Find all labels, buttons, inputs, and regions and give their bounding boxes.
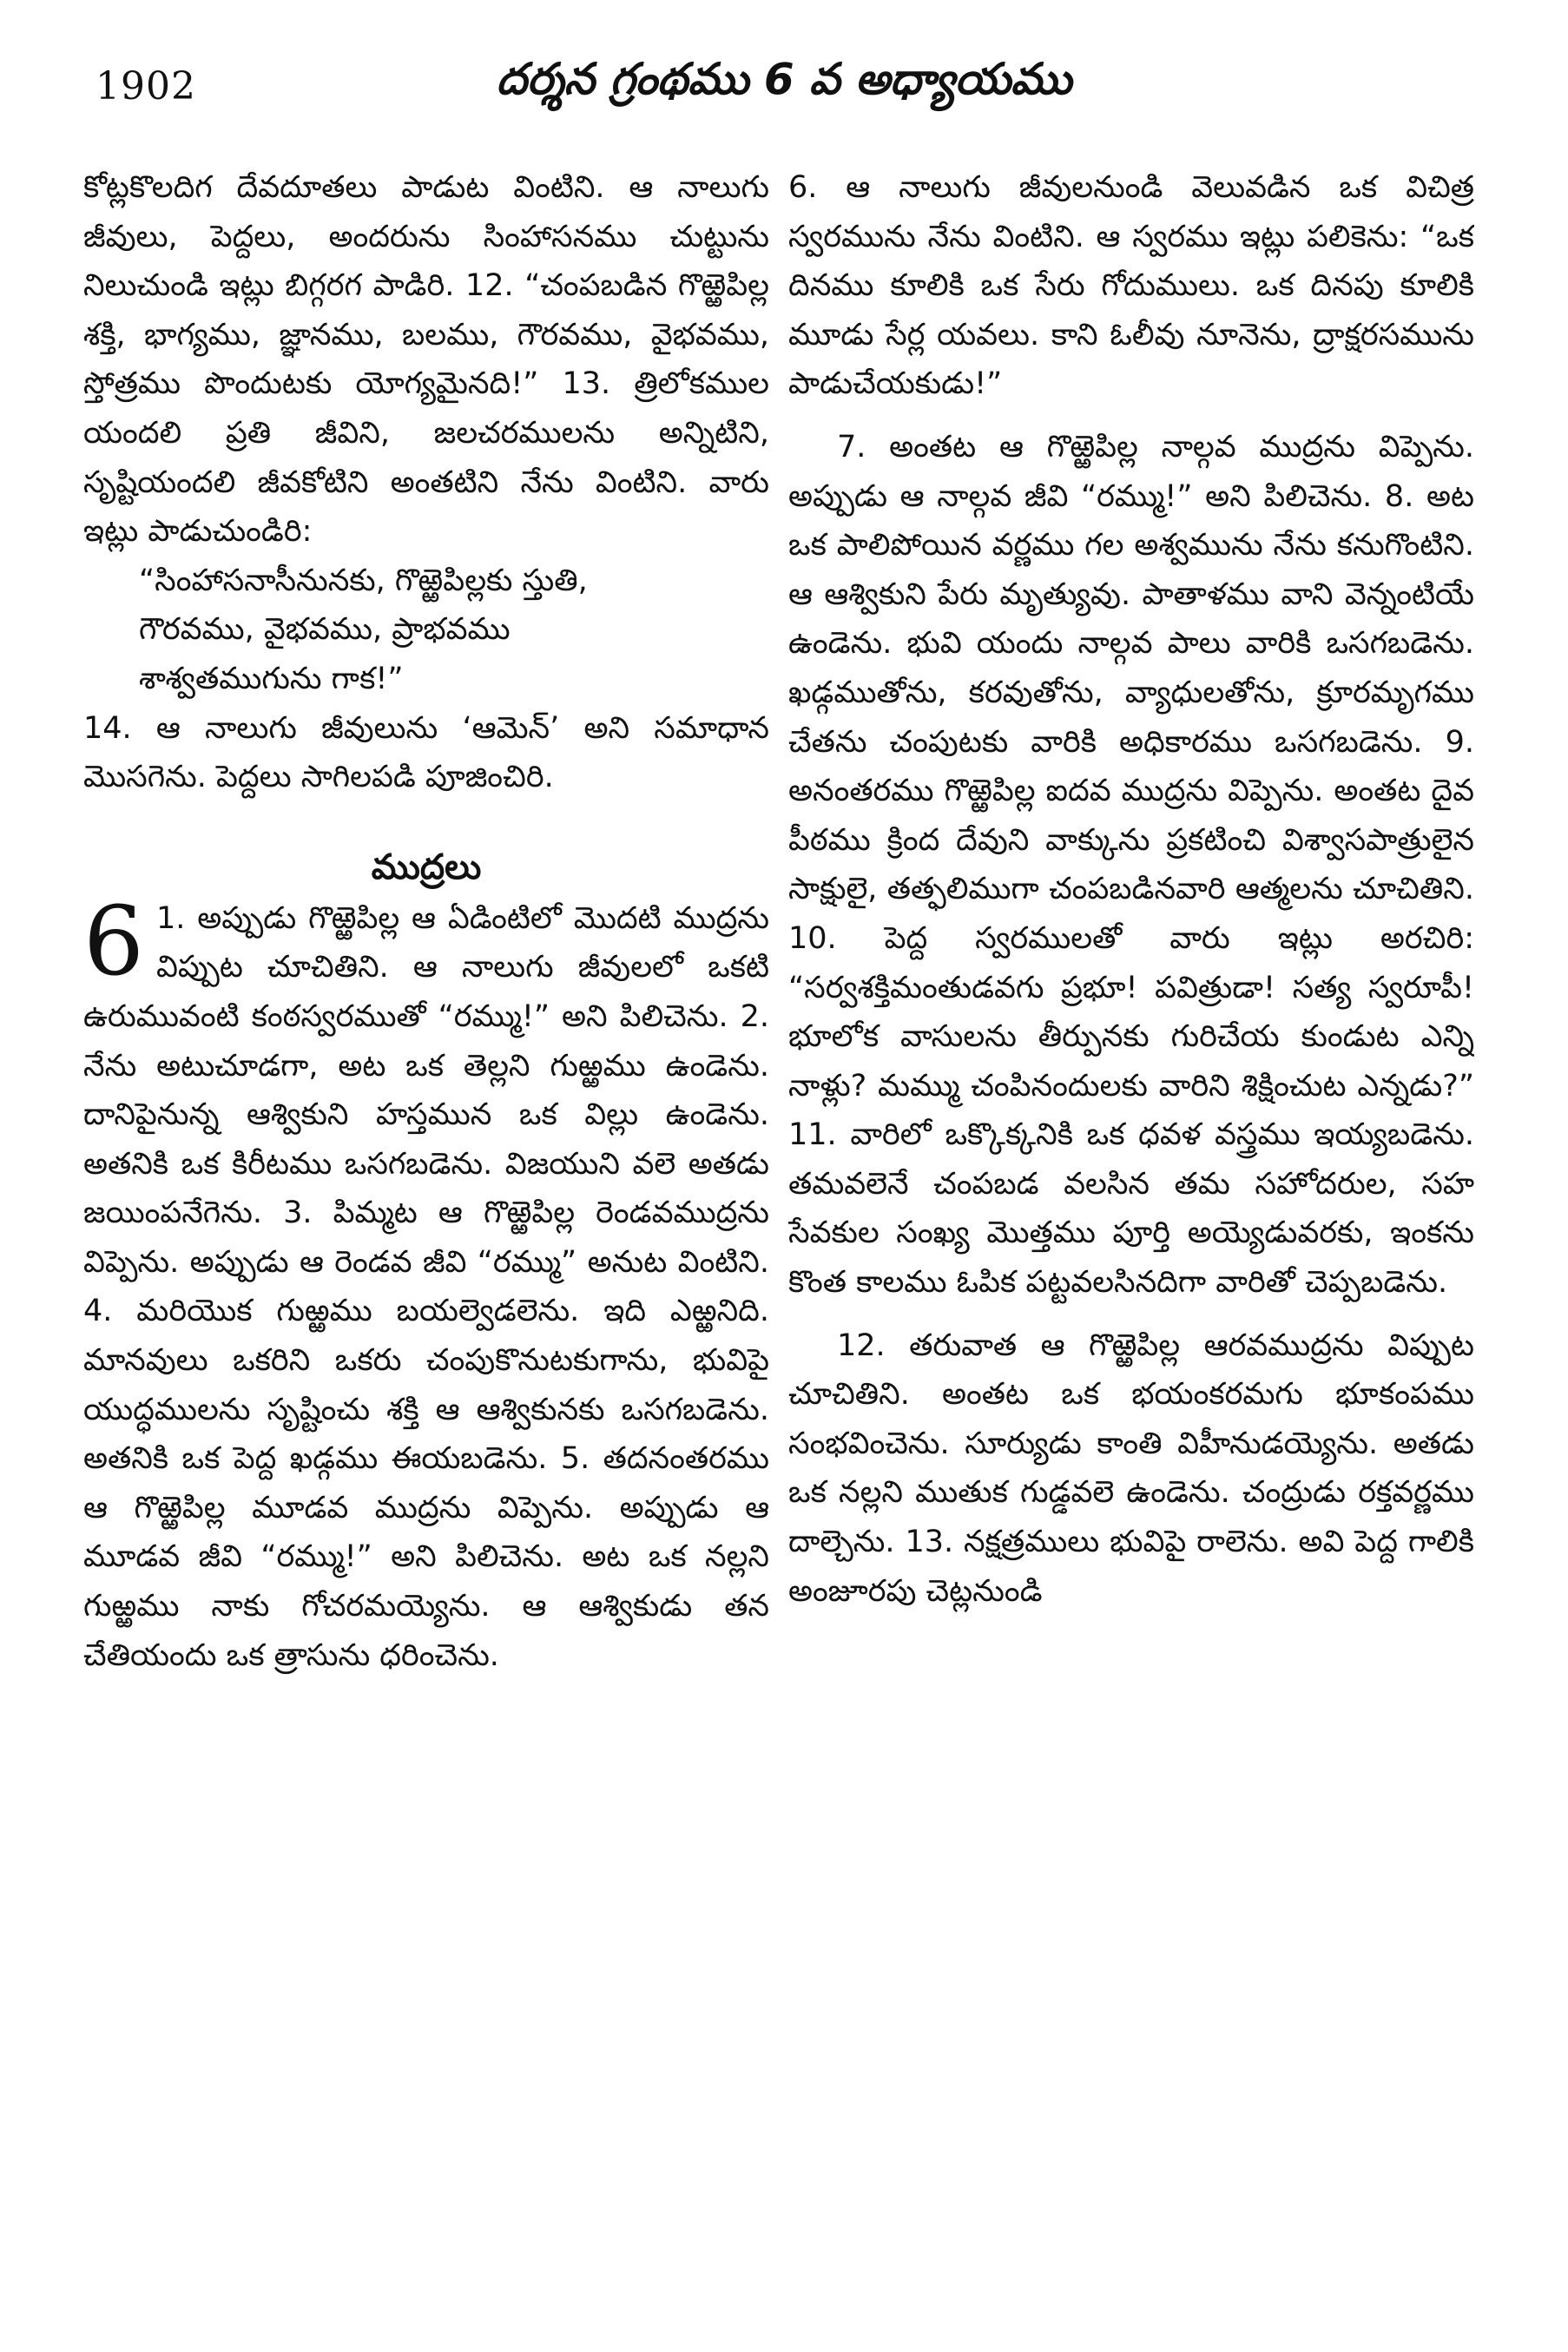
chapter-paragraph [83,885,769,1681]
hymn-verse [139,557,769,704]
section-heading: ముద్రలు [371,847,482,887]
hymn-line-2: గౌరవము, వైభవము, ప్రాభవము [139,612,511,648]
running-head: దర్శన గ్రంథము 6 వ అధ్యాయము [496,54,1072,104]
right-paragraph-1: 6. ఆ నాలుగు జీవులనుండి వెలువడిన ఒక విచిత్ర స్వరమును నేను వింటిని. ఆ స్వరము ఇట్లు పలికెను: “ఒక దినము కూలికి ఒక సేరు గోదుములు. ఒక దినపు కూలికి మూడు సేర్ల యవలు. కాని ఓలీవు నూనెను, ద్రాక్షరసమును పాడుచేయకుడు!” [788,170,1474,402]
chapter-number: 6 [83,885,144,997]
hymn-line-3: శాశ్వతముగును గాక!” [139,661,404,696]
left-paragraph-3: 1. అప్పుడు గొఱ్ఱెపిల్ల ఆ ఏడింటిలో మొదటి ముద్రను విప్పుట చూచితిని. ఆ నాలుగు జీవులలో ఒకటి ఉరుమువంటి కంఠస్వరముతో “రమ్ము!” అని పిలిచెను. 2. నేను అటుచూడగా, అట ఒక తెల్లని గుఱ్ఱము ఉండెను. దానిపైనున్న ఆశ్వికుని హస్తమున ఒక విల్లు ఉండెను. అతనికి ఒక కిరీటము ఒసగబడెను. విజయుని వలె అతడు జయింపనేగెను. 3. పిమ్మట ఆ గొఱ్ఱెపిల్ల రెండవముద్రను విప్పెను. అప్పుడు ఆ రెండవ జీవి “రమ్ము” అనుట వింటిని. 4. మరియొక గుఱ్ఱము బయల్వెడలెను. ఇది ఎఱ్ఱనిది. మానవులు ఒకరిని ఒకరు చంపుకొనుటకుగాను, భువిపై యుద్ధములను సృష్టించు శక్తి ఆ ఆశ్వికునకు ఒసగబడెను. అతనికి ఒక పెద్ద ఖడ్గము ఈయబడెను. 5. తదనంతరము ఆ గొఱ్ఱెపిల్ల మూడవ ముద్రను విప్పెను. అప్పుడు ఆ మూడవ జీవి “రమ్ము!” అని పిలిచెను. అట ఒక నల్లని గుఱ్ఱము నాకు గోచరమయ్యెను. ఆ ఆశ్వికుడు తన చేతియందు ఒక త్రాసును ధరించెను. [83,900,769,1673]
left-paragraph-1: కోట్లకొలదిగ దేవదూతలు పాడుట వింటిని. ఆ నాలుగు జీవులు, పెద్దలు, అందరును సింహాసనము చుట్టును నిలుచుండి ఇట్లు బిగ్గరగ పాడిరి. 12. “చంపబడిన గొఱ్ఱెపిల్ల శక్తి, భాగ్యము, జ్ఞానము, బలము, గౌరవము, వైభవము, స్తోత్రము పొందుటకు యోగ్యమైనది!” 13. త్రిలోకముల యందలి ప్రతి జీవిని, జలచరములను అన్నిటిని, సృష్టియందలి జీవకోటిని అంతటిని నేను వింటిని. వారు ఇట్లు పాడుచుండిరి: [83,170,769,550]
page-header [0,0,1568,139]
right-paragraph-3: 12. తరువాత ఆ గొఱ్ఱెపిల్ల ఆరవముద్రను విప్పుట చూచితిని. అంతట ఒక భయంకరమగు భూకంపము సంభవించెను. సూర్యుడు కాంతి విహీనుడయ్యెను. అతడు ఒక నల్లని ముతుక గుడ్డవలె ఉండెను. చంద్రుడు రక్తవర్ణము దాల్చెను. 13. నక్షత్రములు భువిపై రాలెను. అవి పెద్ద గాలికి అంజూరపు చెట్లనుండి [788,1328,1474,1609]
left-paragraph-2: 14. ఆ నాలుగు జీవులును ‘ఆమెన్’ అని సమాధాన మొసగెను. పెద్దలు సాగిలపడి పూజించిరి. [83,710,769,795]
hymn-line-1: “సింహాసనాసీనునకు, గొఱ్ఱెపిల్లకు స్తుతి, [139,563,588,598]
page-number: 1902 [96,64,196,109]
right-column [788,163,1474,2334]
left-column [83,163,769,2334]
right-paragraph-2: 7. అంతట ఆ గొఱ్ఱెపిల్ల నాల్గవ ముద్రను విప్పెను. అప్పుడు ఆ నాల్గవ జీవి “రమ్ము!” అని పిలిచెను. 8. అట ఒక పాలిపోయిన వర్ణము గల అశ్వమును నేను కనుగొంటిని. ఆ ఆశ్వికుని పేరు మృత్యువు. పాతాళము వాని వెన్నంటియే ఉండెను. భువి యందు నాల్గవ పాలు వారికి ఒసగబడెను. ఖడ్గముతోను, కరవుతోను, వ్యాధులతోను, క్రూరమృగము చేతను చంపుటకు వారికి అధికారము ఒసగబడెను. 9. అనంతరము గొఱ్ఱెపిల్ల ఐదవ ముద్రను విప్పెను. అంతట దైవ పీఠము క్రింద దేవుని వాక్కును ప్రకటించి విశ్వాసపాత్రులైన సాక్షులై, తత్ఫలిముగా చంపబడినవారి ఆత్మలను చూచితిని. 10. పెద్ద స్వరములతో వారు ఇట్లు అరచిరి: “సర్వశక్తిమంతుడవగు ప్రభూ! పవిత్రుడా! సత్య స్వరూపీ! భూలోక వాసులను తీర్పునకు గురిచేయ కుండుట ఎన్ని నాళ్లు? మమ్ము చంపినందులకు వారిని శిక్షించుట ఎన్నడు?” 11. వారిలో ఒక్కొక్కనికి ఒక ధవళ వస్త్రము ఇయ్యబడెను. తమవలెనే చంపబడ వలసిన తమ సహోదరుల, సహ సేవకుల సంఖ్య మొత్తము పూర్తి అయ్యెడువరకు, ఇంకను కొంత కాలము ఓపిక పట్టవలసినదిగా వారితో చెప్పబడెను. [788,429,1474,1301]
